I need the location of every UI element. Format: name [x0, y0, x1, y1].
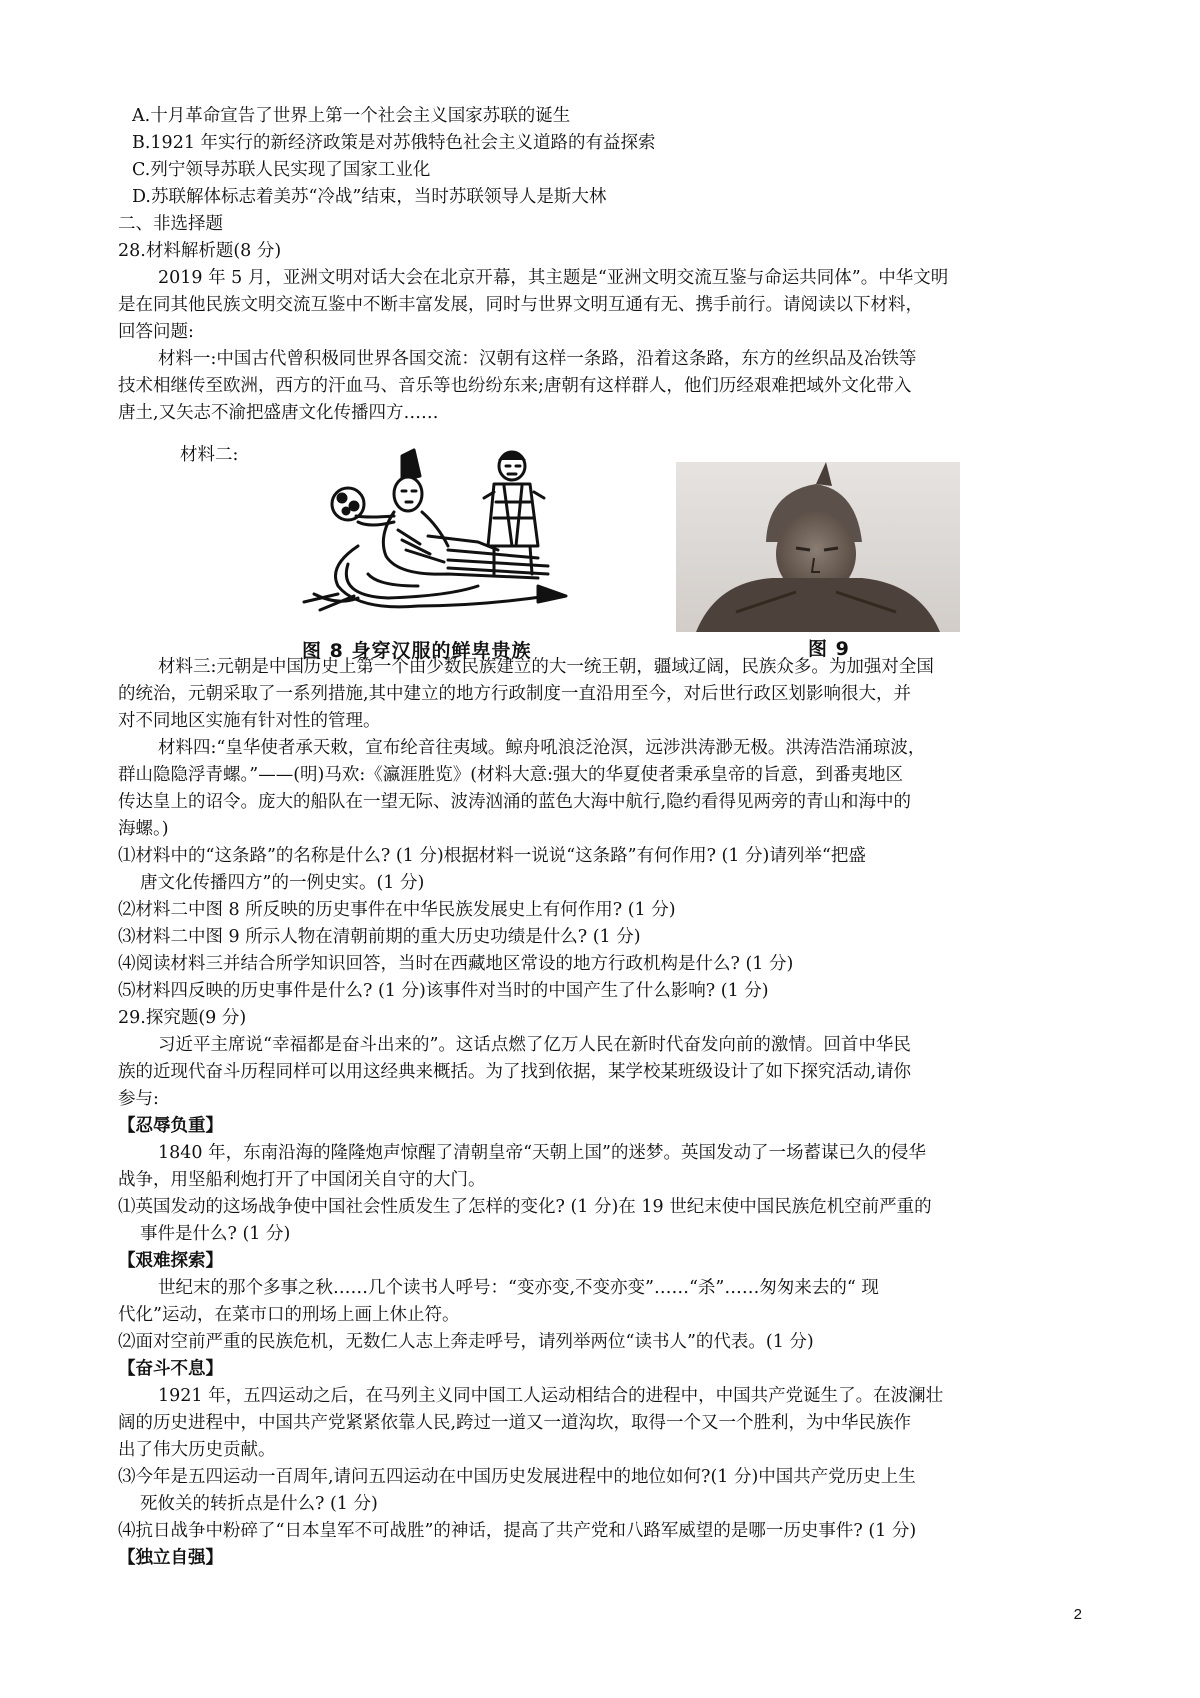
q29-question-line: 事件是什么? (1 分): [140, 1224, 291, 1244]
material-four-line: 群山隐隐浮青螺。”——(明)马欢:《瀛涯胜览》(材料大意:强大的华夏使者秉承皇帝的旨意，到番夷地区: [118, 765, 903, 785]
section-heading-duli: 【独立自强】: [118, 1548, 223, 1568]
q29-paragraph-line: 出了伟大历史贡献。: [118, 1440, 276, 1460]
material-one-line: 技术相继传至欧洲，西方的汗血马、音乐等也纷纷东来;唐朝有这样群人，他们历经艰难把域外文化带入: [118, 376, 912, 396]
option-b: B.1921 年实行的新经济政策是对苏俄特色社会主义道路的有益探索: [132, 133, 656, 153]
page-number: 2: [1073, 1606, 1082, 1623]
q29-question-line: ⑷抗日战争中粉碎了“日本皇军不可战胜”的神话，提高了共产党和八路军威望的是哪一历史事件? (1 分): [118, 1521, 917, 1541]
section-heading: 二、非选择题: [118, 214, 223, 234]
q28-intro-line: 2019 年 5 月，亚洲文明对话大会在北京开幕，其主题是“亚洲文明交流互鉴与命运共同体”。中华文明: [158, 268, 949, 288]
section-heading-jiannan: 【艰难探索】: [118, 1251, 223, 1271]
option-d: D.苏联解体标志着美苏“冷战”结束，当时苏联领导人是斯大林: [132, 187, 607, 207]
q29-paragraph-line: 1840 年，东南沿海的隆隆炮声惊醒了清朝皇帝“天朝上国”的迷梦。英国发动了一场蓄谋已久的侵华: [158, 1143, 926, 1163]
figure-8-xianbei-noble-illustration: [298, 446, 574, 614]
material-one-line: 唐土,又矢志不渝把盛唐文化传播四方……: [118, 403, 439, 423]
q29-intro-line: 族的近现代奋斗历程同样可以用这经典来概括。为了找到依据，某学校某班级设计了如下探究活动,请你: [118, 1062, 912, 1082]
section-heading-renru: 【忍辱负重】: [118, 1116, 223, 1136]
q29-paragraph-line: 世纪末的那个多事之秋……几个读书人呼号：“变亦变,不变亦变”……“杀”……匆匆来去的“ 现: [158, 1278, 879, 1298]
q29-question-line: ⑴英国发动的这场战争使中国社会性质发生了怎样的变化? (1 分)在 19 世纪末使中国民族危机空前严重的: [118, 1197, 932, 1217]
q29-intro-line: 习近平主席说“幸福都是奋斗出来的”。这话点燃了亿万人民在新时代奋发向前的激情。回首中华民: [158, 1035, 911, 1055]
q28-title: 28.材料解析题(8 分): [118, 241, 282, 261]
q29-paragraph-line: 代化”运动，在菜市口的刑场上画上休止符。: [118, 1305, 460, 1325]
q28-question-line: ⑸材料四反映的历史事件是什么? (1 分)该事件对当时的中国产生了什么影响? (1 分): [118, 981, 769, 1001]
q28-question-line: ⑵材料二中图 8 所反映的历史事件在中华民族发展史上有何作用? (1 分): [118, 900, 676, 920]
material-three-line: 的统治，元朝采取了一系列措施,其中建立的地方行政制度一直沿用至今，对后世行政区划影响很大，并: [118, 684, 912, 704]
q28-question-line: ⑶材料二中图 9 所示人物在清朝前期的重大历史功绩是什么? (1 分): [118, 927, 641, 947]
q29-question-line: ⑵面对空前严重的民族危机，无数仁人志上奔走呼号，请列举两位“读书人”的代表。(1 分): [118, 1332, 814, 1352]
figure-9-statue-photo: [676, 462, 960, 632]
q28-intro-line: 回答问题:: [118, 322, 194, 342]
q29-title: 29.探究题(9 分): [118, 1008, 247, 1028]
q29-question-line: ⑶今年是五四运动一百周年,请问五四运动在中国历史发展进程中的地位如何?(1 分)中国共产党历史上生: [118, 1467, 916, 1487]
q29-paragraph-line: 战争，用坚船利炮打开了中国闭关自守的大门。: [118, 1170, 486, 1190]
q29-paragraph-line: 阔的历史进程中，中国共产党紧紧依靠人民,跨过一道又一道沟坎，取得一个又一个胜利，为中华民族作: [118, 1413, 912, 1433]
q29-intro-line: 参与:: [118, 1089, 159, 1109]
q28-intro-line: 是在同其他民族文明交流互鉴中不断丰富发展，同时与世界文明互通有无、携手前行。请阅读以下材料，: [118, 295, 923, 315]
figure-9-caption: 图 9: [808, 638, 850, 660]
q29-question-line: 死攸关的转折点是什么? (1 分): [140, 1494, 378, 1514]
q29-paragraph-line: 1921 年，五四运动之后，在马列主义同中国工人运动相结合的进程中，中国共产党诞生了。在波澜壮: [158, 1386, 944, 1406]
option-c: C.列宁领导苏联人民实现了国家工业化: [132, 160, 431, 180]
q28-question-line: ⑴材料中的“这条路”的名称是什么? (1 分)根据材料一说说“这条路”有何作用? (1 分)请列举“把盛: [118, 846, 866, 866]
q28-question-line: ⑷阅读材料三并结合所学知识回答，当时在西藏地区常设的地方行政机构是什么? (1 分): [118, 954, 794, 974]
option-a: A.十月革命宣告了世界上第一个社会主义国家苏联的诞生: [132, 106, 571, 126]
material-four-line: 材料四:“皇华使者承天敕，宣布纶音往夷域。鲸舟吼浪泛沧溟，远涉洪涛渺无极。洪涛浩浩涌琼波，: [158, 738, 926, 758]
material-three-line: 对不同地区实施有针对性的管理。: [118, 711, 381, 731]
material-two-label: 材料二:: [180, 445, 239, 465]
figure-8-caption: 图 8 身穿汉服的鲜卑贵族: [302, 640, 532, 662]
material-one-line: 材料一:中国古代曾积极同世界各国交流：汉朝有这样一条路，沿着这条路，东方的丝织品及冶铁等: [158, 349, 917, 369]
material-four-line: 海螺。): [118, 819, 169, 839]
material-three-line: 材料三:元朝是中国历史上第一个由少数民族建立的大一统王朝，疆域辽阔，民族众多。为加强对全国: [158, 657, 934, 677]
section-heading-fendou: 【奋斗不息】: [118, 1359, 223, 1379]
q28-question-line: 唐文化传播四方”的一例史实。(1 分): [140, 873, 425, 893]
material-four-line: 传达皇上的诏令。庞大的船队在一望无际、波涛汹涌的蓝色大海中航行,隐约看得见两旁的青山和海中的: [118, 792, 912, 812]
